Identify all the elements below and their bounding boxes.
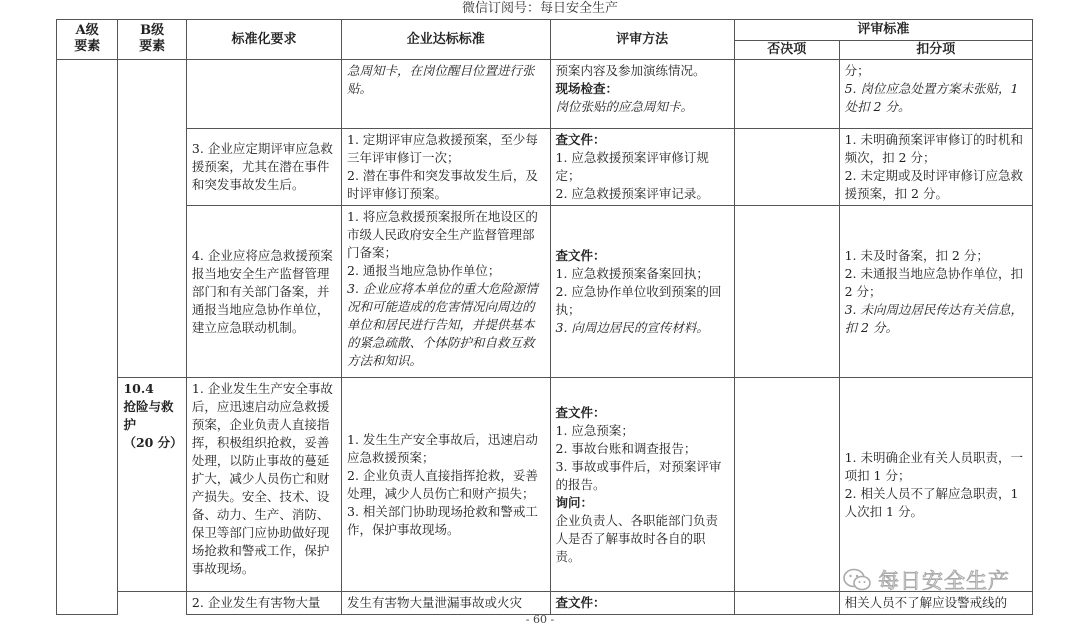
row4-method: 查文件： 1. 应急预案； 2. 事故台账和调查报告； 3. 事故或事件后，对预案评审的报告。 询问： 企业负责人、各职能部门负责人是否了解事故时各自的职责。 [550,378,734,592]
row2-veto [734,129,839,206]
row2-method: 查文件： 1. 应急救援预案评审修订规定； 2. 应急救援预案评审记录。 [550,129,734,206]
row3-requirement: 4. 企业应将应急救援预案报当地安全生产监督管理部门和有关部门备案，并通报当地应急协作单位，建立应急联动机制。 [186,206,341,378]
column-header-b: B级 要素 [118,20,186,60]
row5-b-level [118,592,186,615]
row1-method: 预案内容及参加演练情况。 现场检查： 岗位张贴的应急周知卡。 [550,60,734,129]
row1-deduct: 分； 5. 岗位应急处置方案未张贴，1处扣 2 分。 [839,60,1032,129]
row2-requirement: 3. 企业应定期评审应急救援预案，尤其在潜在事件和突发事故发生后。 [186,129,341,206]
row4-veto [734,378,839,592]
row1-veto [734,60,839,129]
row2-deduct: 1. 未明确预案评审修订的时机和频次，扣 2 分； 2. 未定期或及时评审修订应急救援预案，扣 2 分。 [839,129,1032,206]
cell-a-level [57,60,118,615]
row1-requirement [186,60,341,129]
row1-standard: 急周知卡，在岗位醒目位置进行张贴。 [342,60,550,129]
row5-requirement: 2. 企业发生有害物大量 [186,592,341,615]
row2-standard: 1. 定期评审应急救援预案，至少每三年评审修订一次； 2. 潜在事件和突发事故发生后，及时评审修订预案。 [342,129,550,206]
row3-deduct: 1. 未及时备案，扣 2 分； 2. 未通报当地应急协作单位，扣 2 分； 3. 未向周边居民传达有关信息，扣 2 分。 [839,206,1032,378]
column-header-method: 评审方法 [550,20,734,60]
column-header-veto: 否决项 [734,41,839,60]
page-number: - 60 - [525,613,555,626]
column-header-standard: 企业达标标准 [342,20,550,60]
row5-method: 查文件： [550,592,734,615]
evaluation-table [56,19,1033,615]
page-header-title: 微信订阅号：每日安全生产 [461,1,618,16]
row3-veto [734,206,839,378]
row5-standard: 发生有害物大量泄漏事故或火灾 [342,592,550,615]
column-header-deduct: 扣分项 [839,41,1032,60]
wechat-icon [842,567,872,593]
row4-standard: 1. 发生生产安全事故后，迅速启动应急救援预案； 2. 企业负责人直接指挥抢救，妥善处理，减少人员伤亡和财产损失； 3. 相关部门协助现场抢救和警戒工作，保护事故现场。 [342,378,550,592]
watermark [842,565,1062,595]
column-header-a: A级 要素 [57,20,118,60]
row3-method: 查文件： 1. 应急救援预案备案回执； 2. 应急协作单位收到预案的回执； 3. 向周边居民的宣传材料。 [550,206,734,378]
row4-b-level: 10.4 抢险与救护 （20 分） [118,378,186,592]
column-header-requirement: 标准化要求 [186,20,341,60]
row3-standard: 1. 将应急救援预案报所在地设区的市级人民政府安全生产监督管理部门备案； 2. 通报当地应急协作单位； 3. 企业应将本单位的重大危险源情况和可能造成的危害情况向周边的单位和居民进行告知，并提供基本的紧急疏散、个体防护和自救互救方法和知识。 [342,206,550,378]
row4-deduct: 1. 未明确企业有关人员职责，一项扣 1 分； 2. 相关人员不了解应急职责，1人次扣 1 分。 [839,378,1032,592]
watermark-text: 每日安全生产 [878,569,1010,593]
cell-b-level [118,60,186,378]
row5-veto [734,592,839,615]
row4-requirement: 1. 企业发生生产安全事故后，应迅速启动应急救援预案，企业负责人直接指挥，积极组织抢救，妥善处理，以防止事故的蔓延扩大，减少人员伤亡和财产损失。安全、技术、设备、动力、生产、消防、保卫等部门应协助做好现场抢救和警戒工作，保护事故现场。 [186,378,341,592]
row5-deduct: 相关人员不了解应设警戒线的 [839,592,1032,615]
column-header-evaluation: 评审标准 [734,20,1032,41]
